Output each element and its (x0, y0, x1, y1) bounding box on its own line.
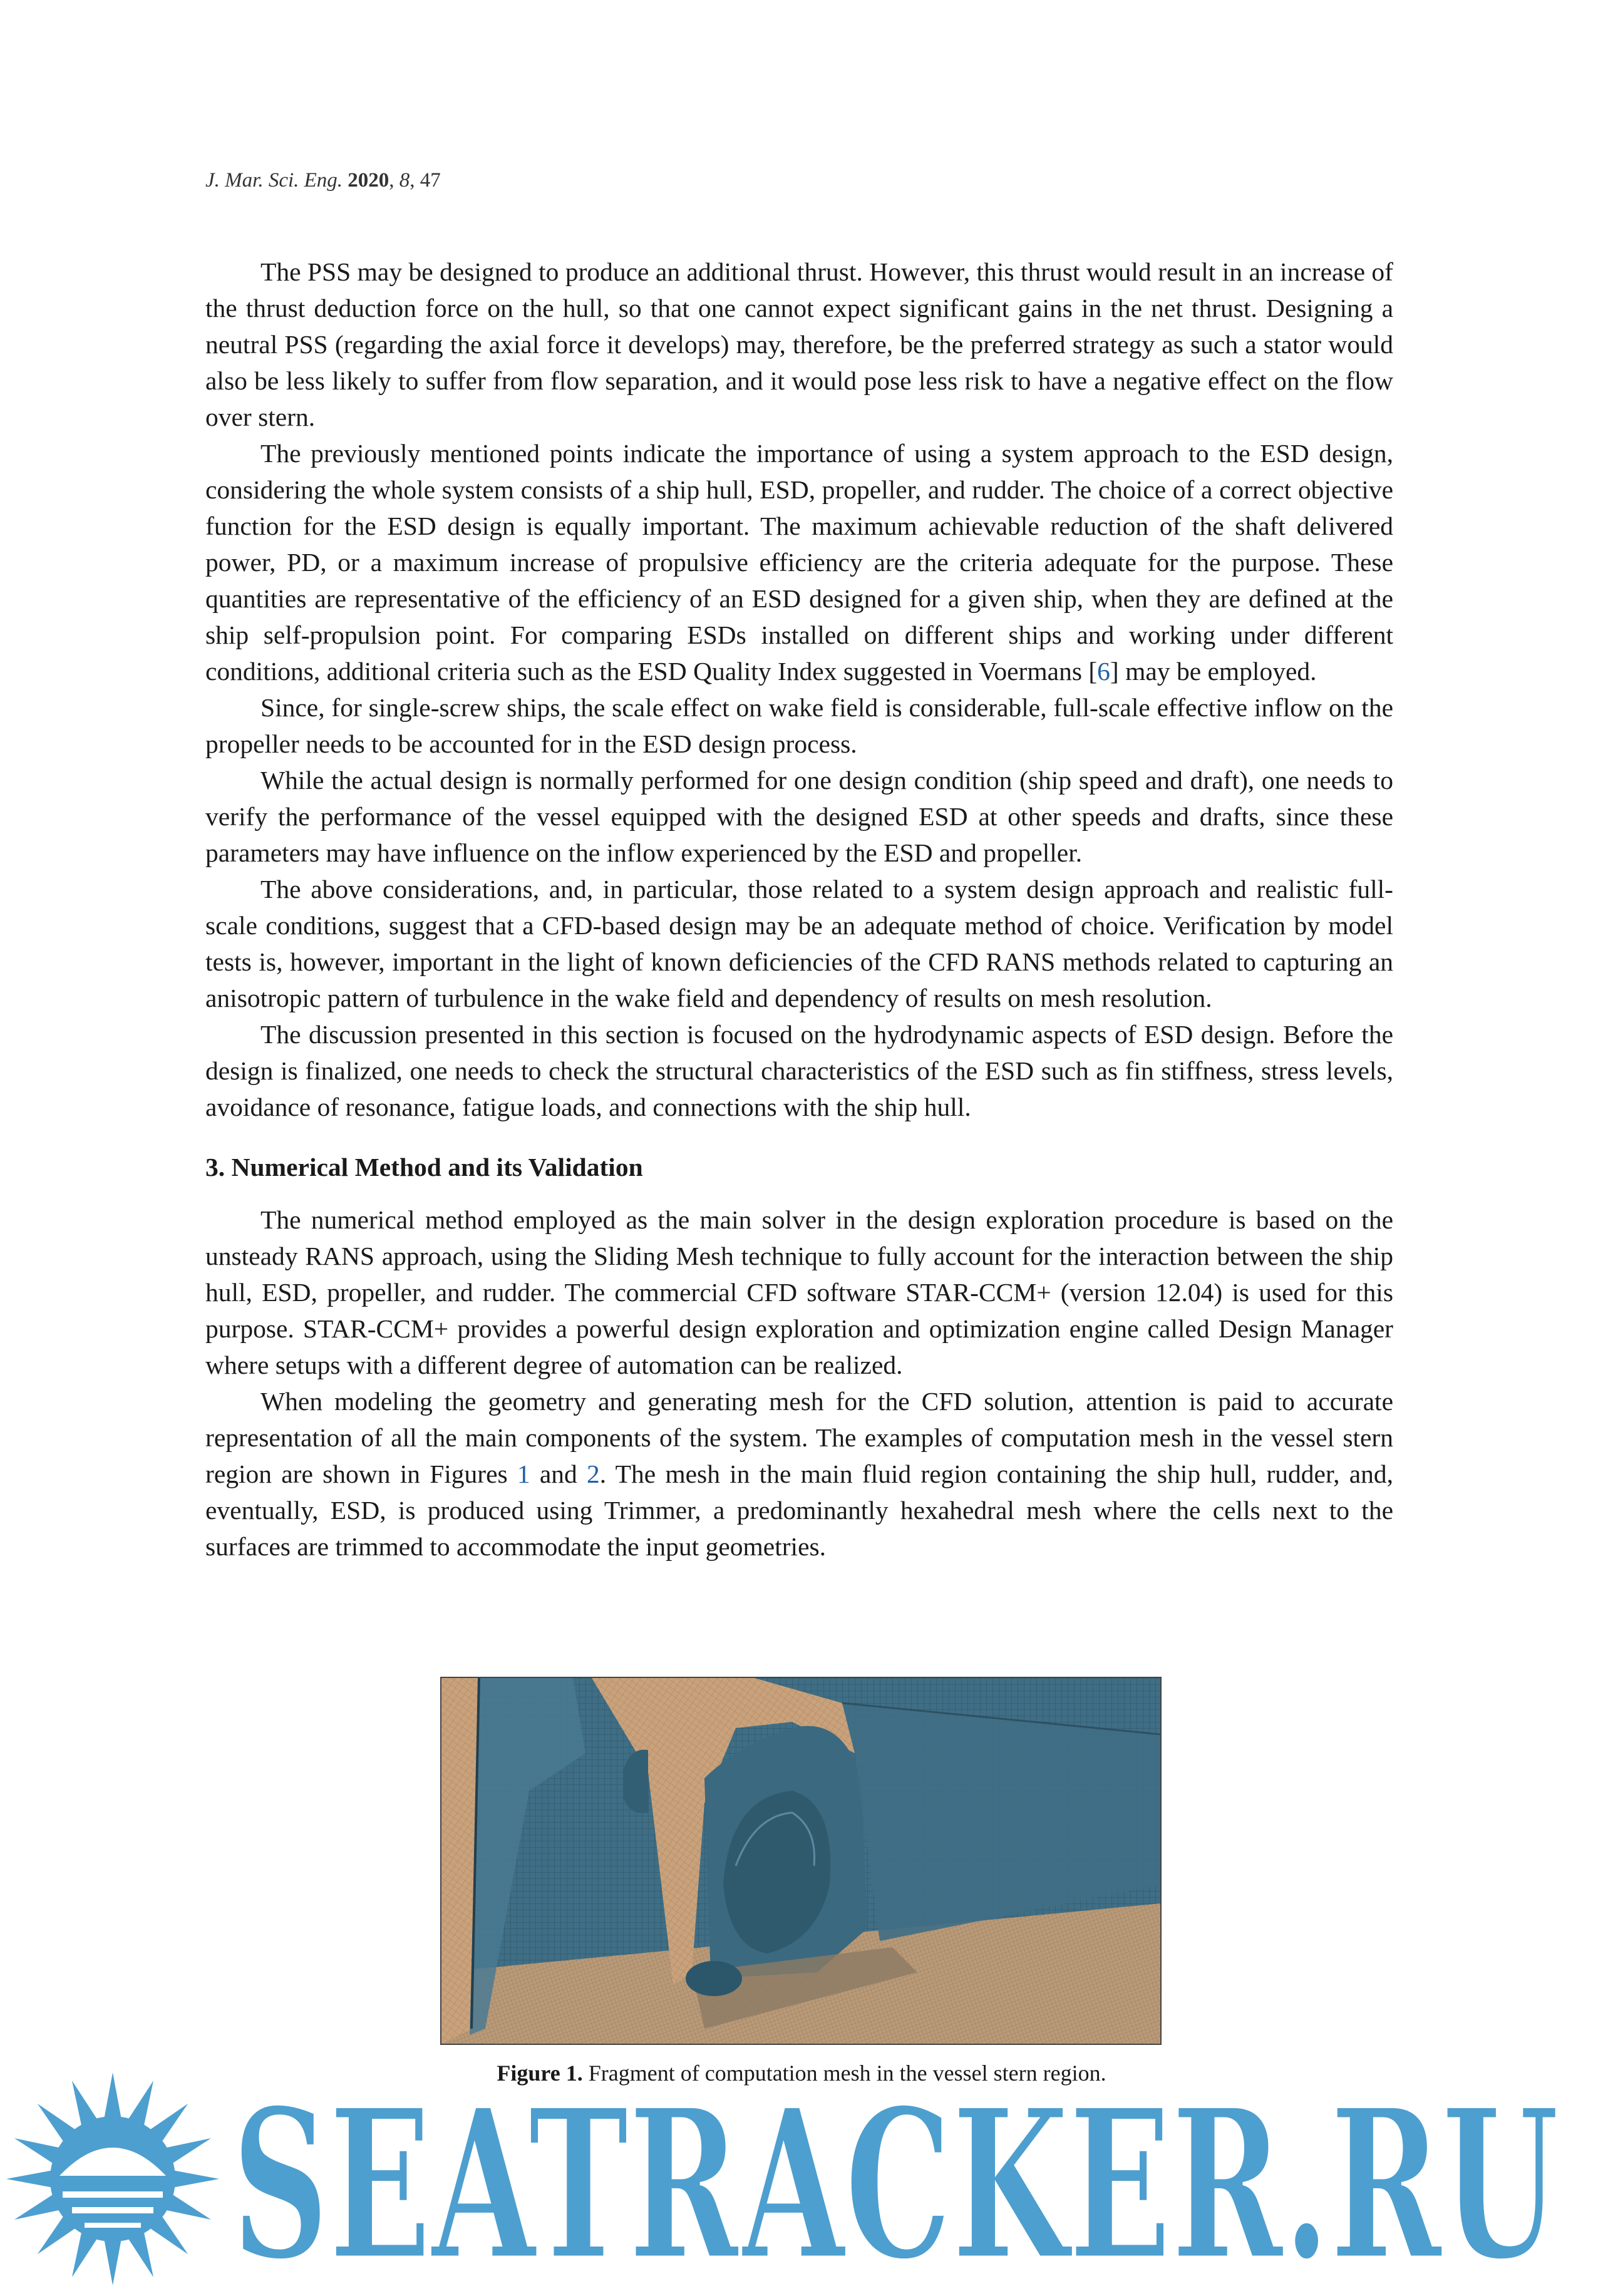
paragraph-text: The previously mentioned points indicate the importance of using a system approach to the ESD design, considering the whole system consists of a ship hull, ESD, propeller, and rudder. The choice of a correct objective function for the ESD design is equally important. The maximum achievable reduction of the shaft delivered power, PD, or a maximum increase of propulsive efficiency are the criteria adequate for the purpose. These quantities are representative of the efficiency of an ESD designed for a given ship, when they are defined at the ship self-propulsion point. For comparing ESDs installed on different ships and working under different conditions, additional criteria such as the ESD Quality Index suggested in Voermans [ (205, 439, 1393, 686)
paragraph: The above considerations, and, in particular, those related to a system design approach and realistic full-scale conditions, suggest that a CFD-based design may be an adequate method of choice. Verification by model tests is, however, important in the light of known deficiencies of the CFD RANS methods related to capturing an anisotropic pattern of turbulence in the wake field and dependency of results on mesh resolution. (205, 875, 1393, 1012)
citation-link[interactable]: 6 (1097, 657, 1110, 686)
page-number: 5 (796, 2176, 807, 2199)
paragraph: While the actual design is normally performed for one design condition (ship speed and draft), one needs to verify the performance of the vessel equipped with the designed ESD at other speeds and drafts, since these parameters may have influence on the inflow experienced by the ESD and propeller. (205, 766, 1393, 867)
figure-ref-link[interactable]: 2 (587, 1459, 600, 1488)
figure-label: Figure 1. (497, 2061, 583, 2086)
mesh-illustration (441, 1678, 1160, 2044)
paragraph: Since, for single-screw ships, the scale effect on wake field is considerable, full-scale effective inflow on the propeller needs to be accounted for in the ESD design process. (205, 693, 1393, 758)
body-text (205, 254, 1393, 1565)
figure-caption (0, 2060, 1603, 2086)
paragraph: The discussion presented in this section is focused on the hydrodynamic aspects of ESD design. Before the design is finalized, one needs to check the structural characteristics of the ESD such as fin stiffness, stress levels, avoidance of resonance, fatigue loads, and connections with the ship hull. (205, 1020, 1393, 1121)
journal-name: J. Mar. Sci. Eng. (205, 169, 343, 192)
paragraph-text: . The mesh in the main fluid region containing the ship hull, rudder, and, eventually, ESD, is produced using Trimmer, a predominantly hexahedral mesh where the cells next to the surfaces are trimmed to accommodate the input geometries. (205, 1459, 1393, 1561)
figure-mesh-image (440, 1677, 1162, 2045)
paragraph-text: ] may be employed. (1110, 657, 1317, 686)
paragraph (205, 435, 1393, 689)
running-header: J. Mar. Sci. Eng. 2020, 8, 47 (205, 169, 441, 192)
journal-year: 2020 (348, 169, 389, 192)
paragraph (205, 1383, 1393, 1565)
figure-caption-text: Fragment of computation mesh in the vessel stern region. (588, 2061, 1106, 2086)
paragraph: The PSS may be designed to produce an additional thrust. However, this thrust would result in an increase of the thrust deduction force on the hull, so that one cannot expect significant gains in the net thrust. Designing a neutral PSS (regarding the axial force it develops) may, therefore, be the preferred strategy as such a stator would also be less likely to suffer from flow separation, and it would pose less risk to have a negative effect on the flow over stern. (205, 257, 1393, 431)
paragraph-text: When modeling the geometry and generating mesh for the CFD solution, attention is paid to accurate representation of all the main components of the system. The examples of computation mesh in the vessel stern region are shown in Figures (205, 1387, 1393, 1488)
watermark-text: SEATRACKER.RU (232, 2066, 1559, 2296)
section-heading: 3. Numerical Method and its Validation (205, 1153, 643, 1181)
paragraph-text: and (530, 1459, 587, 1488)
article-number: 47 (420, 169, 441, 192)
journal-volume: 8 (399, 169, 410, 192)
paragraph: The numerical method employed as the main solver in the design exploration procedure is based on the unsteady RANS approach, using the Sliding Mesh technique to fully account for the interaction between the ship hull, ESD, propeller, and rudder. The commercial CFD software STAR-CCM+ (version 12.04) is used for this purpose. STAR-CCM+ provides a powerful design exploration and optimization engine called Design Manager where setups with a different degree of automation can be realized. (205, 1205, 1393, 1379)
figure-ref-link[interactable]: 1 (517, 1459, 530, 1488)
